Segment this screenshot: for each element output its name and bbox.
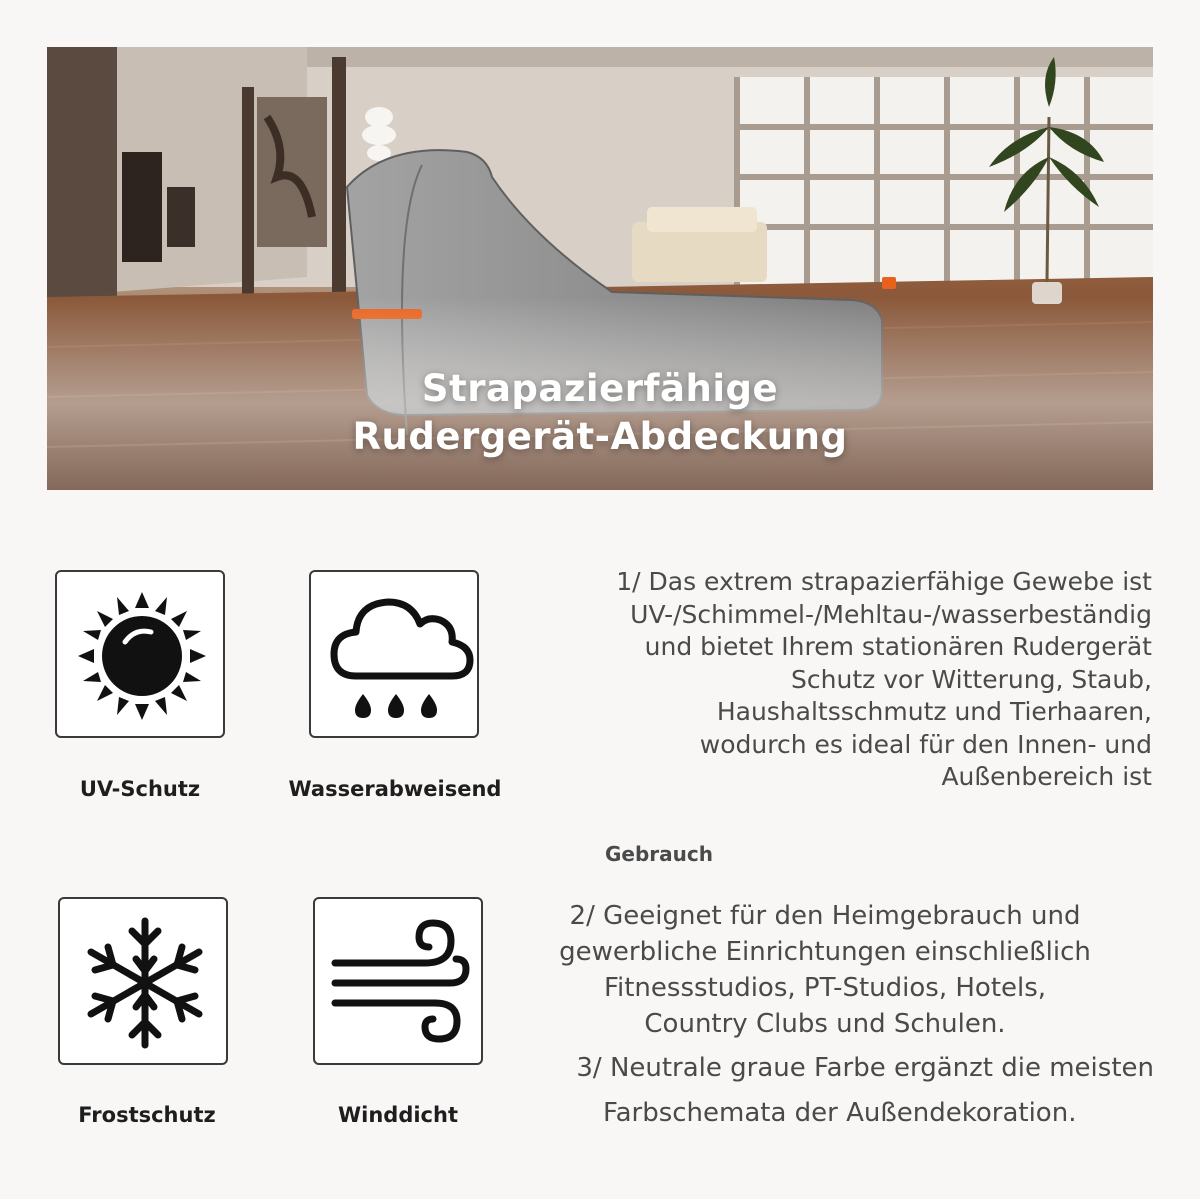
point-2-line: 2/ Geeignet für den Heimgebrauch und xyxy=(569,901,1081,931)
rain-cloud-icon xyxy=(311,572,481,740)
gebrauch-label: Gebrauch xyxy=(605,842,713,866)
point-1-line: 1/ Das extrem strapazierfähige Gewebe ist xyxy=(616,567,1152,596)
point-2-line: Country Clubs und Schulen. xyxy=(644,1009,1006,1039)
windproof-label: Winddicht xyxy=(337,1103,458,1127)
point-2-line: Fitnessstudios, PT-Studios, Hotels, xyxy=(603,973,1047,1003)
hero-title-line2: Rudergerät-Abdeckung xyxy=(352,415,848,458)
point-3-line1: 3/ Neutrale graue Farbe ergänzt die meisten xyxy=(576,1053,1154,1083)
point-2-line: gewerbliche Einrichtungen einschließlich xyxy=(559,937,1091,967)
point-1-line: Schutz vor Witterung, Staub, xyxy=(791,664,1152,694)
point-1-line: wodurch es ideal für den Innen- und xyxy=(699,729,1152,759)
point-2-paragraph xyxy=(510,898,1140,1042)
snowflake-icon xyxy=(60,899,230,1067)
wind-icon xyxy=(315,899,485,1067)
hero-banner xyxy=(47,47,1153,490)
sun-icon xyxy=(57,572,227,740)
water-resistant-label: Wasserabweisend xyxy=(288,777,502,801)
point-1-line: Außenbereich ist xyxy=(941,762,1152,791)
uv-protection-tile xyxy=(55,570,225,738)
point-1-line: Haushaltsschmutz und Tierhaaren, xyxy=(716,697,1152,726)
point-1-paragraph xyxy=(616,566,1152,794)
hero-title-line1: Strapazierfähige xyxy=(421,367,779,410)
point-1-line: und bietet Ihrem stationären Rudergerät xyxy=(644,632,1152,661)
hero-title xyxy=(47,365,1153,461)
point-3-line2: Farbschemata der Außendekoration. xyxy=(603,1098,1077,1128)
windproof-tile xyxy=(313,897,483,1065)
frost-protection-label: Frostschutz xyxy=(78,1103,216,1127)
water-resistant-tile xyxy=(309,570,479,738)
frost-protection-tile xyxy=(58,897,228,1065)
uv-protection-label: UV-Schutz xyxy=(79,777,201,801)
point-1-line: UV-/Schimmel-/Mehltau-/wasserbeständig xyxy=(630,599,1152,629)
